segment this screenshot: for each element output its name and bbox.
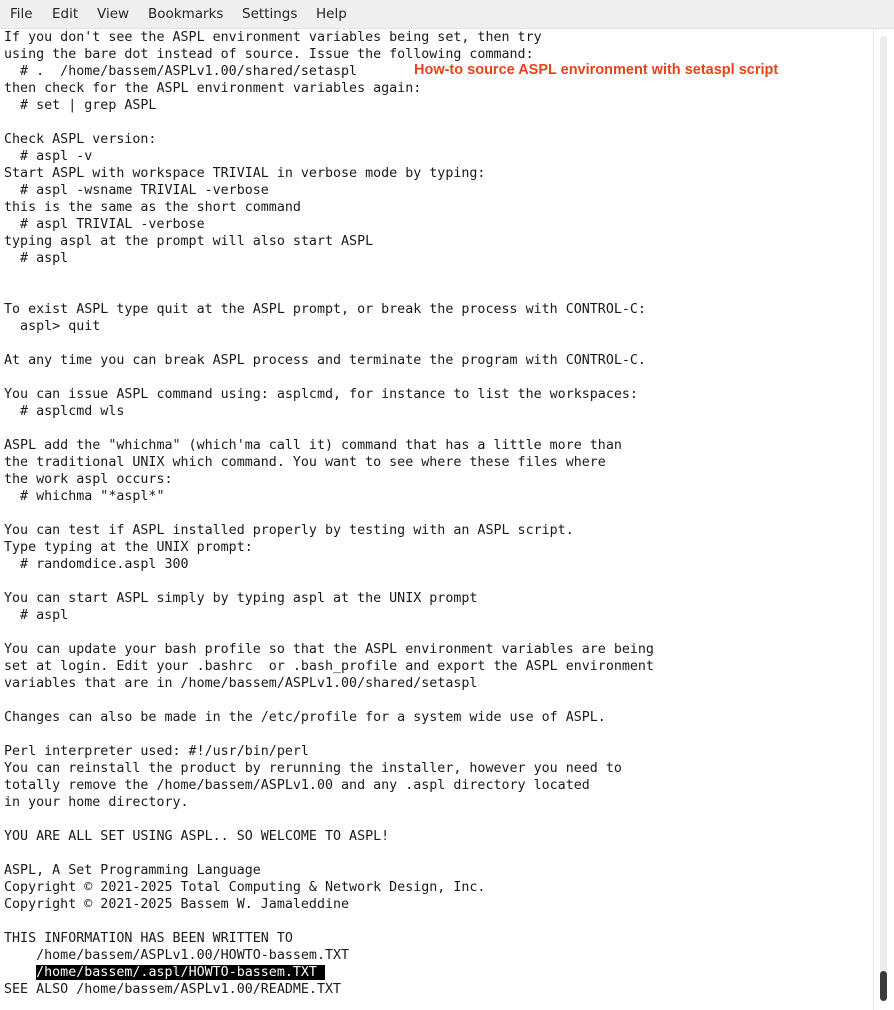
text-line <box>4 726 654 743</box>
menu-view[interactable]: View <box>97 6 130 22</box>
text-line: You can reinstall the product by rerunning the installer, however you need to <box>4 761 622 776</box>
text-line: totally remove the /home/bassem/ASPLv1.00 and any .aspl directory located <box>4 778 590 793</box>
text-line: in your home directory. <box>4 795 189 810</box>
text-line <box>4 624 654 641</box>
text-line: To exist ASPL type quit at the ASPL prompt, or break the process with CONTROL-C: <box>4 302 646 317</box>
text-line: /home/bassem/ASPLv1.00/HOWTO-bassem.TXT <box>4 948 350 963</box>
text-line: Type typing at the UNIX prompt: <box>4 540 253 555</box>
document-text[interactable] <box>4 29 654 998</box>
text-line: # aspl -v <box>4 149 93 164</box>
text-line: Changes can also be made in the /etc/profile for a system wide use of ASPL. <box>4 710 606 725</box>
text-line: this is the same as the short command <box>4 200 301 215</box>
text-line: # whichma "*aspl*" <box>4 489 165 504</box>
text-line: # randomdice.aspl 300 <box>4 557 189 572</box>
text-line: You can test if ASPL installed properly by testing with an ASPL script. <box>4 523 574 538</box>
text-line: # asplcmd wls <box>4 404 125 419</box>
text-line <box>4 114 654 131</box>
text-line: At any time you can break ASPL process and terminate the program with CONTROL-C. <box>4 353 646 368</box>
text-line <box>4 845 654 862</box>
text-line: # aspl <box>4 251 69 266</box>
text-line: Copyright © 2021-2025 Bassem W. Jamaleddine <box>4 897 350 912</box>
text-line: Copyright © 2021-2025 Total Computing & Network Design, Inc. <box>4 880 486 895</box>
text-line: the traditional UNIX which command. You want to see where these files where <box>4 455 606 470</box>
text-line: then check for the ASPL environment variables again: <box>4 81 422 96</box>
scrollbar-track-groove <box>880 36 887 1001</box>
text-editor-area[interactable] <box>0 29 873 1010</box>
text-line <box>4 420 654 437</box>
text-line: ASPL add the "whichma" (which'ma call it) command that has a little more than <box>4 438 622 453</box>
text-line: # set | grep ASPL <box>4 98 157 113</box>
text-line <box>4 267 654 284</box>
selected-text-line[interactable] <box>4 964 654 981</box>
text-line <box>4 692 654 709</box>
annotation-label: How-to source ASPL environment with setaspl script <box>414 62 779 78</box>
text-line: set at login. Edit your .bashrc or .bash_profile and export the ASPL environment <box>4 659 654 674</box>
text-line: variables that are in /home/bassem/ASPLv1.00/shared/setaspl <box>4 676 478 691</box>
menu-settings[interactable]: Settings <box>242 6 298 22</box>
text-line: # aspl <box>4 608 69 623</box>
menu-edit[interactable]: Edit <box>52 6 79 22</box>
text-line <box>4 811 654 828</box>
text-line: You can issue ASPL command using: asplcmd, for instance to list the workspaces: <box>4 387 638 402</box>
menu-bar <box>0 0 894 29</box>
text-line: # aspl TRIVIAL -verbose <box>4 217 205 232</box>
text-line: the work aspl occurs: <box>4 472 173 487</box>
text-line: Check ASPL version: <box>4 132 157 147</box>
scrollbar-thumb[interactable] <box>880 971 887 1001</box>
text-selection-highlight[interactable]: /home/bassem/.aspl/HOWTO-bassem.TXT <box>36 965 325 980</box>
text-line: You can start ASPL simply by typing aspl at the UNIX prompt <box>4 591 478 606</box>
text-line <box>4 335 654 352</box>
text-line: If you don't see the ASPL environment variables being set, then try <box>4 30 542 45</box>
text-line <box>4 505 654 522</box>
text-line: You can update your bash profile so that the ASPL environment variables are being <box>4 642 654 657</box>
text-line: Perl interpreter used: #!/usr/bin/perl <box>4 744 309 759</box>
text-line: typing aspl at the prompt will also start ASPL <box>4 234 374 249</box>
menu-help[interactable]: Help <box>316 6 347 22</box>
selected-line-indent <box>4 965 36 980</box>
text-line: # aspl -wsname TRIVIAL -verbose <box>4 183 269 198</box>
text-line: SEE ALSO /home/bassem/ASPLv1.00/README.TXT <box>4 982 342 997</box>
text-line <box>4 369 654 386</box>
menu-bookmarks[interactable]: Bookmarks <box>148 6 224 22</box>
menu-file[interactable]: File <box>10 6 33 22</box>
text-line <box>4 913 654 930</box>
text-line <box>4 284 654 301</box>
text-line: THIS INFORMATION HAS BEEN WRITTEN TO <box>4 931 293 946</box>
text-line: aspl> quit <box>4 319 101 334</box>
text-line: YOU ARE ALL SET USING ASPL.. SO WELCOME TO ASPL! <box>4 829 390 844</box>
text-line <box>4 573 654 590</box>
text-line: using the bare dot instead of source. Issue the following command: <box>4 47 534 62</box>
text-line: Start ASPL with workspace TRIVIAL in verbose mode by typing: <box>4 166 486 181</box>
text-line: # . /home/bassem/ASPLv1.00/shared/setaspl <box>4 64 358 79</box>
text-line: ASPL, A Set Programming Language <box>4 863 261 878</box>
